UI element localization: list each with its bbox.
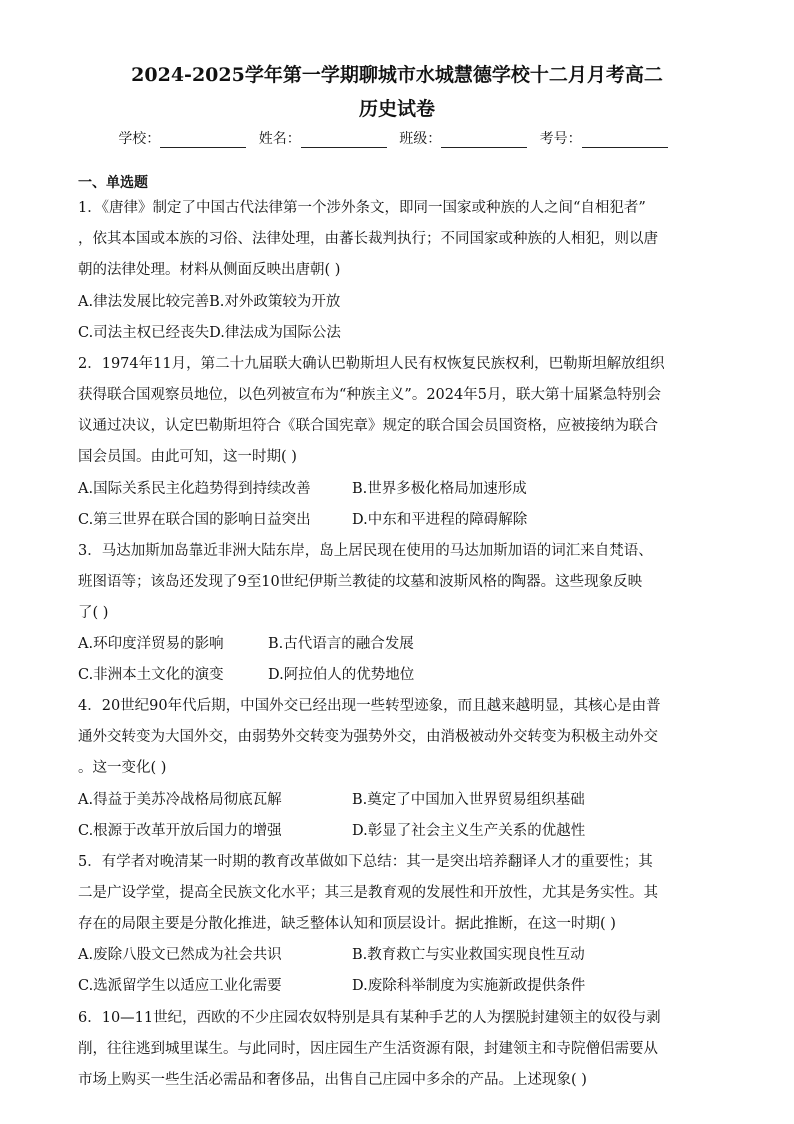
option-line[interactable]: A.律法发展比较完善B.对外政策较为开放: [78, 294, 341, 310]
question-line: 通外交转变为大国外交，由弱势外交转变为强势外交，由消极被动外交转变为积极主动外交: [78, 729, 658, 745]
name-blank[interactable]: [301, 133, 387, 148]
question-line: 4．20世纪90年代后期，中国外交已经出现一些转型迹象，而且越来越明显，其核心是由普: [78, 698, 661, 714]
option-d[interactable]: D.彰显了社会主义生产关系的优越性: [352, 823, 586, 839]
option-d[interactable]: D.废除科举制度为实施新政提供条件: [352, 978, 586, 994]
question-line: 存在的局限主要是分散化推进，缺乏整体认知和顶层设计。据此推断，在这一时期( ): [78, 916, 616, 932]
number-blank[interactable]: [582, 133, 668, 148]
question-line: 3．马达加斯加岛靠近非洲大陆东岸，岛上居民现在使用的马达加斯加语的词汇来自梵语、: [78, 543, 653, 559]
question-line: 6．10—11世纪，西欧的不少庄园农奴特别是具有某种手艺的人为摆脱封建领主的奴役与剥: [78, 1010, 661, 1026]
question-line: 1．《唐律》制定了中国古代法律第一个涉外条文，即同一国家或种族的人之间“自相犯者”: [78, 200, 646, 216]
option-b[interactable]: B.古代语言的融合发展: [268, 636, 414, 652]
number-label: 考号：: [539, 131, 582, 147]
question-line: ，依其本国或本族的习俗、法律处理，由蕃长裁判执行；不同国家或种族的人相犯，则以唐: [78, 231, 658, 247]
question-line: 议通过决议，认定巴勒斯坦符合《联合国宪章》规定的联合国会员国资格，应被接纳为联合: [78, 418, 658, 434]
section-title: 一、单选题: [78, 175, 148, 191]
option-b[interactable]: B.世界多极化格局加速形成: [352, 481, 527, 497]
question-line: 市场上购买一些生活必需品和奢侈品，出售自己庄园中多余的产品。上述现象( ): [78, 1072, 587, 1088]
question-line: 5．有学者对晚清某一时期的教育改革做如下总结：其一是突出培养翻译人才的重要性；其: [78, 854, 653, 870]
question-line: 获得联合国观察员地位，以色列被宣布为“种族主义”。2024年5月，联大第十届紧急特别会: [78, 387, 661, 403]
school-label: 学校：: [118, 131, 161, 147]
option-c[interactable]: C.选派留学生以适应工业化需要: [78, 978, 282, 994]
option-c[interactable]: C.非洲本土文化的演变: [78, 667, 224, 683]
option-c[interactable]: C.根源于改革开放后国力的增强: [78, 823, 282, 839]
class-blank[interactable]: [441, 133, 527, 148]
question-line: 2．1974年11月，第二十九届联大确认巴勒斯坦人民有权恢复民族权利，巴勒斯坦解放组织: [78, 356, 665, 372]
student-info-row: [0, 128, 794, 148]
option-c[interactable]: C.第三世界在联合国的影响日益突出: [78, 512, 311, 528]
option-a[interactable]: A.环印度洋贸易的影响: [78, 636, 224, 652]
option-d[interactable]: D.中东和平进程的障碍解除: [352, 512, 528, 528]
option-a[interactable]: A.国际关系民主化趋势得到持续改善: [78, 481, 311, 497]
question-line: 国会员国。由此可知，这一时期( ): [78, 449, 297, 465]
question-line: 削，往往逃到城里谋生。与此同时，因庄园生产生活资源有限，封建领主和寺院僧侣需要从: [78, 1041, 658, 1057]
question-line: 了( ): [78, 605, 109, 621]
question-line: 朝的法律处理。材料从侧面反映出唐朝( ): [78, 262, 341, 278]
question-line: 班图语等；该岛还发现了9至10世纪伊斯兰教徒的坟墓和波斯风格的陶器。这些现象反映: [78, 574, 643, 590]
exam-title-line1: 2024-2025学年第一学期聊城市水城慧德学校十二月月考高二: [131, 64, 663, 86]
question-line: 二是广设学堂，提高全民族文化水平；其三是教育观的发展性和开放性，尤其是务实性。其: [78, 885, 658, 901]
question-line: 。这一变化( ): [78, 760, 167, 776]
name-label: 姓名：: [258, 131, 301, 147]
option-b[interactable]: B.奠定了中国加入世界贸易组织基础: [352, 792, 585, 808]
class-label: 班级：: [399, 131, 442, 147]
option-d[interactable]: D.阿拉伯人的优势地位: [268, 667, 415, 683]
option-line[interactable]: C.司法主权已经丧失D.律法成为国际公法: [78, 325, 341, 341]
school-blank[interactable]: [160, 133, 246, 148]
option-a[interactable]: A.废除八股文已然成为社会共识: [78, 947, 282, 963]
exam-title-line2: 历史试卷: [358, 98, 435, 120]
option-b[interactable]: B.教育救亡与实业救国实现良性互动: [352, 947, 585, 963]
option-a[interactable]: A.得益于美苏冷战格局彻底瓦解: [78, 792, 282, 808]
